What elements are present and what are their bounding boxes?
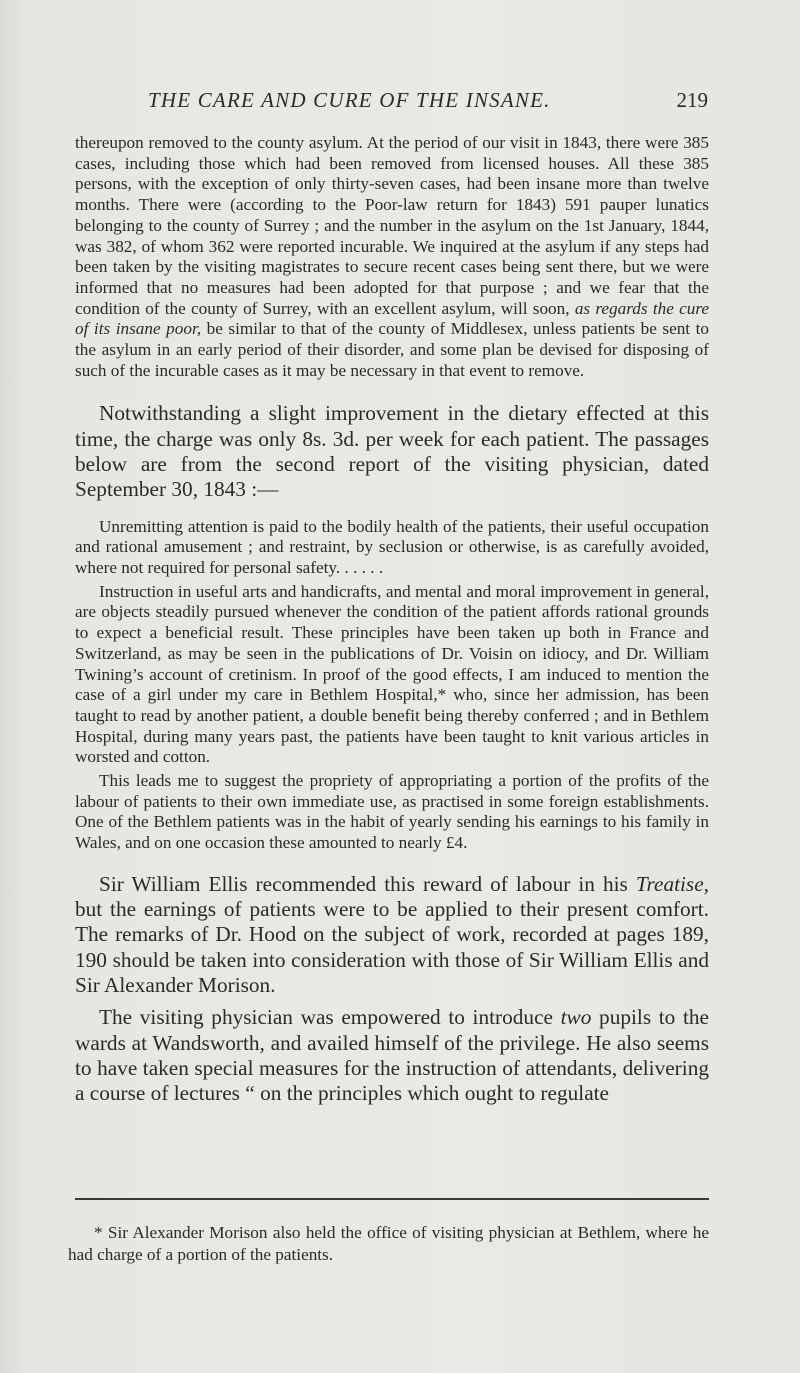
paragraph-asylum-cases [75, 133, 709, 381]
footnote-rule [75, 1198, 709, 1200]
paragraph-text: The visiting physician was empowered to introduce [99, 1005, 561, 1030]
quote-instruction: Instruction in useful arts and handicrafts, and mental and moral improvement in general, are objects steadily pursued whenever the condition of the patient affords rational grounds to expect a beneficial result. These principles have been taken up both in France and Switzerland, as may be seen in the publications of Dr. Voisin on idiocy, and Dr. William Twining’s account of cretinism. In proof of the good effects, I am induced to mention the case of a girl under my care in Bethlem Hospital,* who, since her admission, has been taught to read by another patient, a double benefit being thereby conferred ; and in Bethlem Hospital, during many years past, the patients have been taught to knit various articles in worsted and cotton. [75, 581, 709, 767]
running-title: THE CARE AND CURE OF THE INSANE. [148, 88, 551, 112]
italic-phrase: as regards the cure of its insane poor, [75, 298, 709, 339]
quote-bodily-health: Unremitting attention is paid to the bodily health of the patients, their useful occupation and rational amusement ; and restraint, by seclusion or otherwise, is as carefully avoided, where not required for personal safety. . . . . . [75, 516, 709, 578]
paragraph-pupils [75, 1005, 709, 1106]
page-header [148, 88, 708, 122]
paragraph-text: Sir William Ellis recommended this reward of labour in his [99, 871, 636, 896]
italic-word: two [560, 1005, 592, 1030]
footnote-text: * Sir Alexander Morison also held the office of visiting physician at Bethlem, where he had charge of a portion of the patients. [68, 1223, 709, 1264]
body-text [75, 133, 709, 1107]
paragraph-reward-of-labour [75, 872, 709, 998]
paragraph-text: pupils to the wards at Wandsworth, and availed himself of the privilege. He also seems to have taken special measures for the instruction of attendants, delivering a course of lectures “ on the principles which ought to regulate [75, 1005, 709, 1106]
italic-title: Treatise, [635, 871, 709, 896]
footnote [68, 1222, 709, 1266]
paragraph-text: thereupon removed to the county asylum. At the period of our visit in 1843, there were 385 cases, including those which had been removed from licensed houses. All these 385 persons, with the exception of only thirty-seven cases, had been insane more than twelve months. There were (according to the Poor-law return for 1843) 591 pauper lunatics belonging to the county of Surrey ; and the number in the asylum on the 1st January, 1844, was 382, of whom 362 were reported incurable. We inquired at the asylum if any steps had been taken by the visiting magistrates to secure recent cases being sent there, but we were informed that no measures had been adopted for that purpose ; and we fear that the condition of the county of Surrey, with an excellent asylum, will soon, [75, 133, 709, 318]
paragraph-text: but the earnings of patients were to be applied to their present comfort. The remarks of Dr. Hood on the subject of work, recorded at pages 189, 190 should be taken into consideration with those of Sir William Ellis and Sir Alexander Morison. [75, 897, 709, 998]
quote-profits: This leads me to suggest the propriety of appropriating a portion of the profits of the labour of patients to their own immediate use, as practised in some foreign establishments. One of the Bethlem patients was in the habit of yearly sending his earnings to his family in Wales, and on one occasion these amounted to nearly £4. [75, 771, 709, 853]
paragraph-text: be similar to that of the county of Middlesex, unless patients be sent to the asylum in an early period of their disorder, and some plan be devised for disposing of such of the incurable cases as it may be necessary in that event to remove. [75, 319, 710, 380]
paragraph-dietary: Notwithstanding a slight improvement in the dietary effected at this time, the charge was only 8s. 3d. per week for each patient. The passages below are from the second report of the visiting physician, dated September 30, 1843 :— [75, 401, 709, 502]
page-number: 219 [676, 88, 708, 112]
